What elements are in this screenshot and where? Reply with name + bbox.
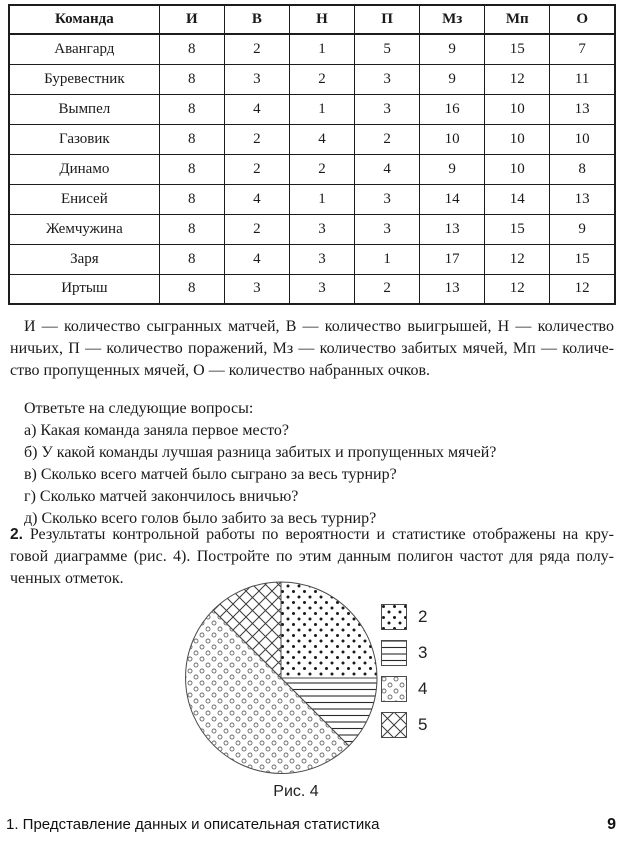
stat-cell: 10 (485, 154, 550, 184)
stat-cell: 2 (355, 274, 420, 304)
stat-cell: 15 (550, 244, 615, 274)
problem-2-number: 2. (10, 526, 23, 543)
team-name-cell: Заря (9, 244, 159, 274)
legend-label: 5 (418, 715, 428, 734)
legend-item (381, 640, 427, 666)
stat-cell: 8 (159, 34, 224, 64)
results-table (8, 4, 616, 305)
question-item: г) Сколько матчей закончилось вничью? (24, 488, 299, 505)
table-row (9, 244, 615, 274)
legend-item (381, 604, 427, 630)
table-row (9, 94, 615, 124)
stat-cell: 3 (355, 64, 420, 94)
stat-cell: 14 (420, 184, 485, 214)
stat-cell: 9 (420, 154, 485, 184)
table-header-cell: О (550, 5, 615, 34)
team-name-cell: Газовик (9, 124, 159, 154)
table-header-cell: Н (289, 5, 354, 34)
team-name-cell: Динамо (9, 154, 159, 184)
footer-page-number: 9 (607, 816, 616, 833)
legend-label: 4 (418, 679, 428, 698)
team-name-cell: Вымпел (9, 94, 159, 124)
pie-chart (181, 578, 381, 778)
stat-cell: 13 (420, 214, 485, 244)
stat-cell: 8 (159, 184, 224, 214)
footer-section-title: 1. Представление данных и описательная статистика (6, 816, 380, 833)
question-item: а) Какая команда заняла первое место? (24, 422, 290, 439)
stat-cell: 1 (355, 244, 420, 274)
stat-cell: 11 (550, 64, 615, 94)
question-item: б) У какой команды лучшая разница забитых и пропущенных мячей? (24, 444, 497, 461)
question-item: в) Сколько всего матчей было сыграно за весь турнир? (24, 466, 397, 483)
stat-cell: 4 (289, 124, 354, 154)
table-row (9, 274, 615, 304)
stat-cell: 10 (485, 94, 550, 124)
stat-cell: 4 (224, 94, 289, 124)
legend-swatch-horizontal-lines (381, 640, 407, 666)
questions-block (10, 398, 614, 530)
figure-caption: Рис. 4 (273, 783, 319, 800)
stat-cell: 2 (289, 154, 354, 184)
stat-cell: 9 (420, 34, 485, 64)
stat-cell: 4 (224, 184, 289, 214)
table-row (9, 34, 615, 64)
stat-cell: 15 (485, 214, 550, 244)
chart-legend (381, 604, 427, 748)
stat-cell: 2 (355, 124, 420, 154)
table-header-cell: Команда (9, 5, 159, 34)
stat-cell: 12 (550, 274, 615, 304)
stat-cell: 1 (289, 94, 354, 124)
stat-cell: 13 (550, 94, 615, 124)
stat-cell: 8 (550, 154, 615, 184)
legend-swatch-black-dots (381, 604, 407, 630)
stat-cell: 8 (159, 214, 224, 244)
table-row (9, 124, 615, 154)
stat-cell: 12 (485, 274, 550, 304)
stat-cell: 3 (355, 214, 420, 244)
legend-item (381, 712, 427, 738)
stat-cell: 2 (224, 124, 289, 154)
stat-cell: 7 (550, 34, 615, 64)
stat-cell: 3 (289, 244, 354, 274)
stat-cell: 3 (355, 94, 420, 124)
stat-cell: 3 (289, 274, 354, 304)
legend-swatch-crosshatch (381, 712, 407, 738)
stat-cell: 3 (289, 214, 354, 244)
stat-cell: 9 (550, 214, 615, 244)
stat-cell: 2 (224, 154, 289, 184)
pie-slice-mark-2 (281, 582, 377, 678)
stat-cell: 3 (224, 274, 289, 304)
questions-intro: Ответьте на следующие вопросы: (24, 400, 254, 417)
stat-cell: 9 (420, 64, 485, 94)
table-row (9, 154, 615, 184)
stat-cell: 2 (224, 34, 289, 64)
table-row (9, 184, 615, 214)
stats-legend-paragraph: И — количество сыгранных матчей, В — количество выигрышей, Н — количество ничьих, П — количество поражений, Мз — количество забитых мячей, Мп — количество пропущенных мячей, О — количество набранных очков. (10, 318, 614, 379)
stat-cell: 13 (420, 274, 485, 304)
problem-2-text: Результаты контрольной работы по вероятности и статистике отображены на круговой диаграмме (рис. 4). Постройте по этим данным полигон частот для ряда полученных отметок. (10, 526, 614, 587)
table-row (9, 64, 615, 94)
results-table-header (9, 5, 615, 34)
stat-cell: 3 (355, 184, 420, 214)
stat-cell: 4 (355, 154, 420, 184)
team-name-cell: Енисей (9, 184, 159, 214)
table-header-row (9, 5, 615, 34)
stat-cell: 8 (159, 124, 224, 154)
stat-cell: 15 (485, 34, 550, 64)
pie-chart-wrap (181, 578, 381, 778)
team-name-cell: Жемчужина (9, 214, 159, 244)
stat-cell: 10 (485, 124, 550, 154)
team-name-cell: Иртыш (9, 274, 159, 304)
table-header-cell: В (224, 5, 289, 34)
stat-cell: 8 (159, 94, 224, 124)
results-table-body (9, 34, 615, 304)
stat-cell: 10 (550, 124, 615, 154)
legend-label: 3 (418, 643, 428, 662)
stat-cell: 17 (420, 244, 485, 274)
stat-cell: 8 (159, 274, 224, 304)
stat-cell: 13 (550, 184, 615, 214)
legend-item (381, 676, 427, 702)
table-header-cell: И (159, 5, 224, 34)
questions-list (10, 420, 614, 530)
stat-cell: 2 (224, 214, 289, 244)
pie-chart-figure (0, 578, 624, 778)
stat-cell: 16 (420, 94, 485, 124)
stat-cell: 3 (224, 64, 289, 94)
question-item: д) Сколько всего голов было забито за весь турнир? (24, 510, 377, 527)
stat-cell: 12 (485, 64, 550, 94)
stat-cell: 8 (159, 64, 224, 94)
stat-cell: 2 (289, 64, 354, 94)
stat-cell: 4 (224, 244, 289, 274)
legend-label: 2 (418, 607, 428, 626)
table-header-cell: Мп (485, 5, 550, 34)
stat-cell: 1 (289, 184, 354, 214)
legend-swatch-open-circles (381, 676, 407, 702)
team-name-cell: Авангард (9, 34, 159, 64)
team-name-cell: Буревестник (9, 64, 159, 94)
table-row (9, 214, 615, 244)
page-footer (6, 816, 616, 834)
stat-cell: 1 (289, 34, 354, 64)
stat-cell: 12 (485, 244, 550, 274)
stat-cell: 8 (159, 244, 224, 274)
stat-cell: 10 (420, 124, 485, 154)
table-header-cell: Мз (420, 5, 485, 34)
stat-cell: 5 (355, 34, 420, 64)
stat-cell: 8 (159, 154, 224, 184)
stat-cell: 14 (485, 184, 550, 214)
table-header-cell: П (355, 5, 420, 34)
